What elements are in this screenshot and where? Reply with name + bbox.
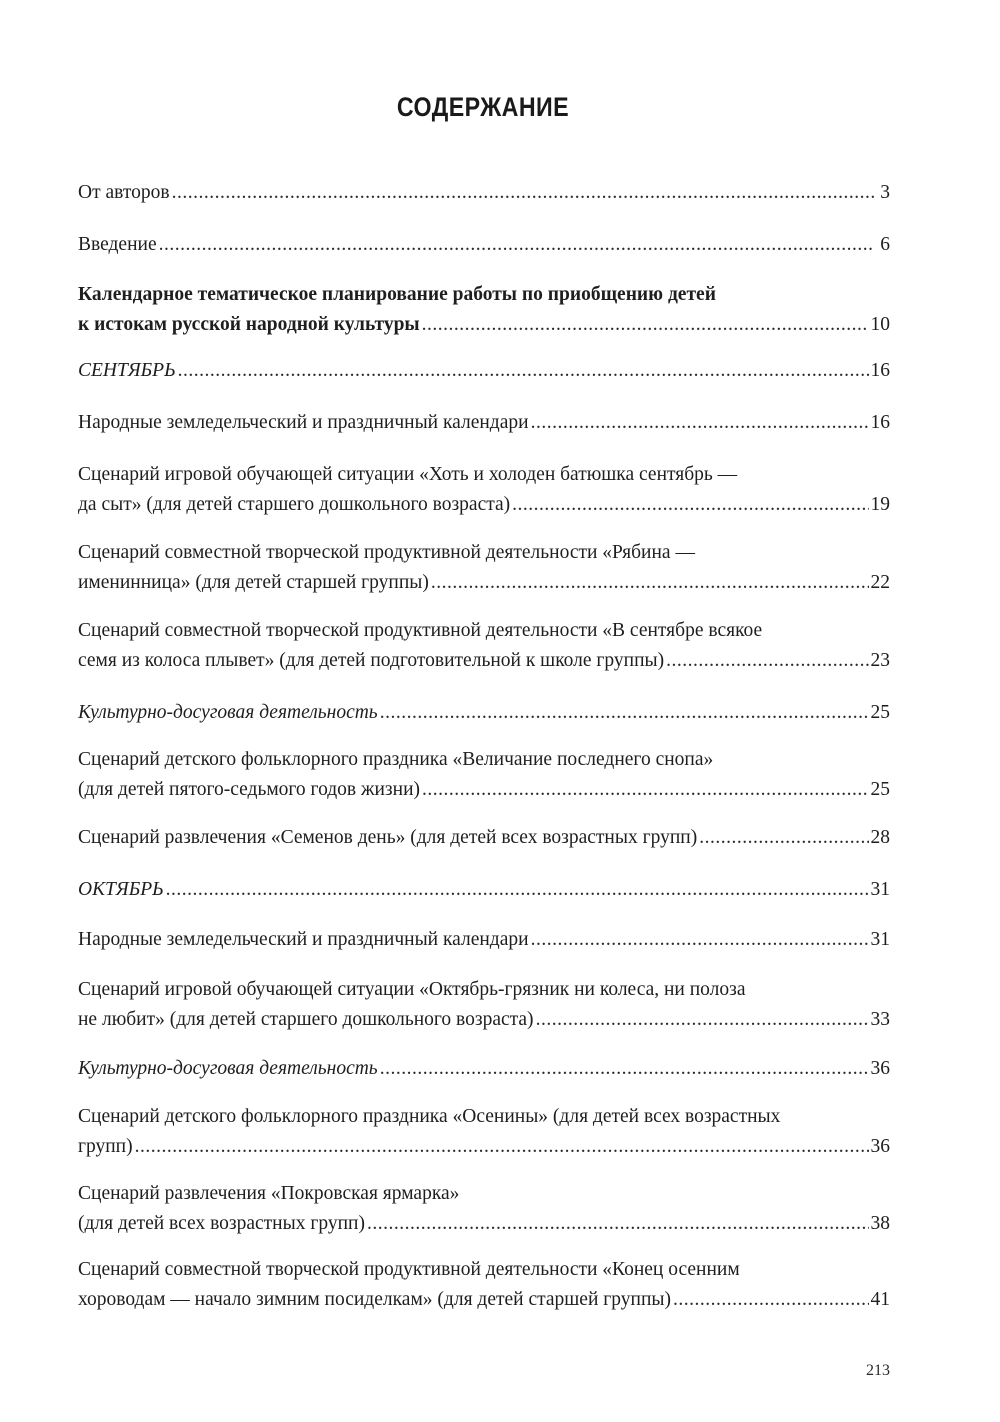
dot-leader [172, 178, 874, 208]
toc-entry-title: хороводам — начало зимним посиделкам» (для детей старшей группы) [78, 1289, 671, 1310]
toc-entry[interactable] [78, 975, 890, 1035]
toc-entry[interactable] [78, 408, 890, 438]
toc-entry-title: именинница» (для детей старшей группы) [78, 572, 429, 593]
page-number: 213 [866, 1362, 890, 1379]
dot-leader [380, 1054, 869, 1084]
dot-leader [512, 490, 868, 520]
toc-entry-title: СЕНТЯБРЬ [78, 360, 176, 381]
toc-entry-page: 41 [870, 1289, 890, 1310]
toc-entry-title: ОКТЯБРЬ [78, 879, 164, 900]
toc-entry-title-line: Сценарий совместной творческой продуктивной деятельности «Рябина — [78, 542, 695, 563]
toc-entry-title-line: Сценарий совместной творческой продуктивной деятельности «В сентябре всякое [78, 620, 763, 641]
toc-entry-page: 28 [870, 827, 890, 848]
dot-leader [135, 1132, 869, 1162]
page-title: СОДЕРЖАНИЕ [396, 92, 570, 122]
dot-leader [673, 1285, 869, 1315]
toc-entry-title: семя из колоса плывет» (для детей подготовительной к школе группы) [78, 650, 665, 671]
dot-leader [536, 1005, 869, 1035]
toc-entry[interactable] [78, 875, 890, 905]
toc-entry[interactable] [78, 1255, 890, 1315]
toc-entry-title: От авторов [78, 182, 170, 203]
toc-entry-page: 19 [870, 494, 890, 515]
dot-leader [178, 356, 869, 386]
toc-entry-title-line: Сценарий детского фольклорного праздника «Осенины» (для детей всех возрастных [78, 1106, 781, 1127]
toc-entry-title: групп) [78, 1136, 133, 1157]
toc-entry-page: 38 [870, 1213, 890, 1234]
toc-entry-page: 3 [880, 182, 890, 203]
toc-entry[interactable] [78, 178, 890, 208]
toc-entry-title: Сценарий развлечения «Семенов день» (для детей всех возрастных групп) [78, 827, 698, 848]
toc-entry[interactable] [78, 356, 890, 386]
dot-leader [159, 230, 874, 260]
toc-entry-page: 22 [870, 572, 890, 593]
toc-entry-page: 36 [870, 1058, 890, 1079]
dot-leader [367, 1209, 869, 1239]
toc-entry-title: к истокам русской народной культуры [78, 314, 420, 335]
toc-entry[interactable] [78, 1102, 890, 1162]
toc-entry-title: (для детей пятого-седьмого годов жизни) [78, 779, 420, 800]
toc-entry-page: 16 [870, 360, 890, 381]
toc-entry-page: 33 [870, 1009, 890, 1030]
dot-leader [531, 925, 869, 955]
toc-entry[interactable] [78, 1054, 890, 1084]
toc-entry[interactable] [78, 698, 890, 728]
dot-leader [380, 698, 869, 728]
toc-entry[interactable] [78, 925, 890, 955]
toc-entry[interactable] [78, 1179, 890, 1239]
toc-entry-title-line: Календарное тематическое планирование работы по приобщению детей [78, 284, 716, 305]
toc-entry-title: Народные земледельческий и праздничный календари [78, 929, 529, 950]
toc-entry-title: Культурно-досуговая деятельность [78, 702, 378, 723]
toc-entry-title: Народные земледельческий и праздничный календари [78, 412, 529, 433]
toc-entry-title: (для детей всех возрастных групп) [78, 1213, 365, 1234]
toc-entry-title-line: Сценарий детского фольклорного праздника «Величание последнего снопа» [78, 749, 714, 770]
toc-entry-page: 6 [880, 234, 890, 255]
toc-entry-title-line: Сценарий совместной творческой продуктивной деятельности «Конец осенним [78, 1259, 740, 1280]
dot-leader [431, 568, 869, 598]
toc-entry-page: 25 [870, 779, 890, 800]
toc-entry[interactable] [78, 460, 890, 520]
toc-entry-page: 36 [870, 1136, 890, 1157]
toc-entry-page: 31 [870, 929, 890, 950]
toc-entry-title: Культурно-досуговая деятельность [78, 1058, 378, 1079]
dot-leader [699, 823, 868, 853]
toc-entry-title-line: Сценарий игровой обучающей ситуации «Октябрь-грязник ни колеса, ни полоза [78, 979, 746, 1000]
toc-entry-page: 31 [870, 879, 890, 900]
dot-leader [422, 310, 869, 340]
dot-leader [166, 875, 869, 905]
toc-entry-title: да сыт» (для детей старшего дошкольного возраста) [78, 494, 511, 515]
toc-entry[interactable] [78, 823, 890, 853]
toc-entry-page: 10 [870, 314, 890, 335]
dot-leader [531, 408, 869, 438]
toc-entry-page: 16 [870, 412, 890, 433]
toc-entry[interactable] [78, 280, 890, 340]
dot-leader [422, 775, 869, 805]
toc-entry-page: 23 [870, 650, 890, 671]
toc-entry-title-line: Сценарий игровой обучающей ситуации «Хоть и холоден батюшка сентябрь — [78, 464, 738, 485]
toc-entry-title: Введение [78, 234, 157, 255]
toc-entry[interactable] [78, 230, 890, 260]
toc-entry[interactable] [78, 745, 890, 805]
toc-entry-page: 25 [870, 702, 890, 723]
toc-entry[interactable] [78, 616, 890, 676]
toc-entry-title: не любит» (для детей старшего дошкольного возраста) [78, 1009, 534, 1030]
toc-entry-title-line: Сценарий развлечения «Покровская ярмарка» [78, 1183, 460, 1204]
dot-leader [666, 646, 868, 676]
toc-entry[interactable] [78, 538, 890, 598]
